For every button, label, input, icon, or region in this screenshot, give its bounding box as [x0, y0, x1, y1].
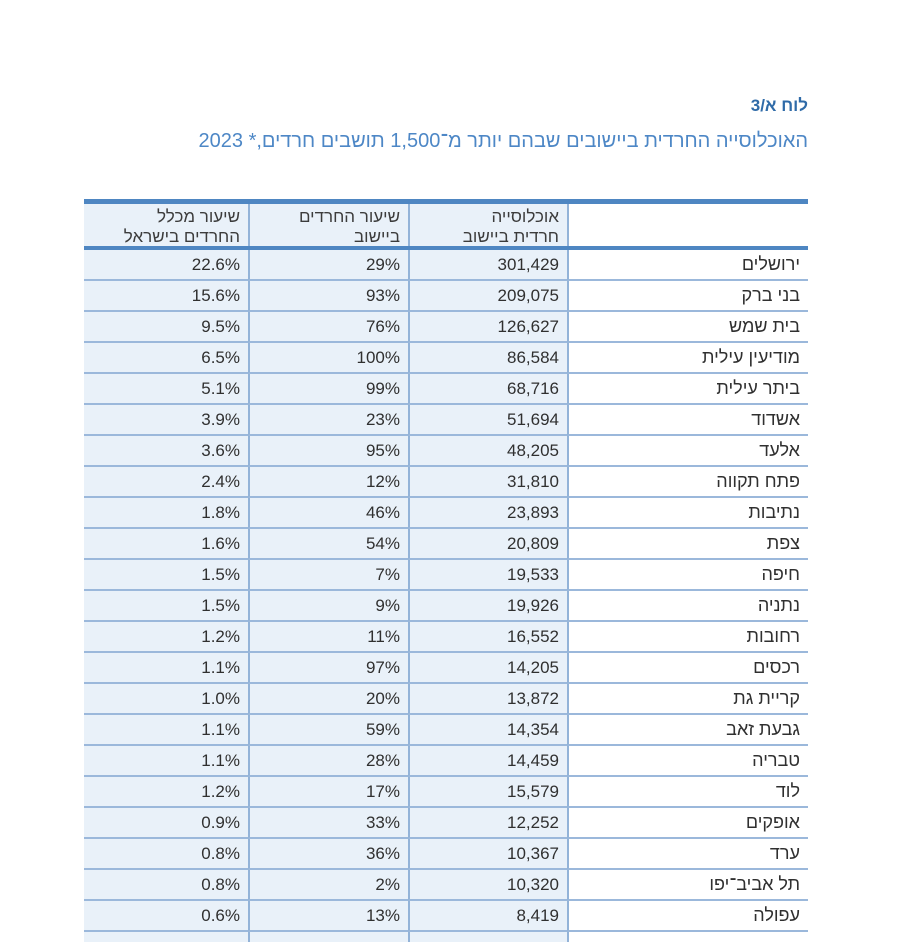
table-row — [84, 777, 808, 808]
table-row — [84, 250, 808, 281]
share-of-total-value: 1.5% — [84, 591, 248, 622]
haredi-population-value: 15,579 — [408, 777, 567, 808]
haredi-population-value: 51,694 — [408, 405, 567, 436]
share-in-city-value: 13% — [248, 901, 408, 932]
table-row — [84, 684, 808, 715]
haredi-population-value: 68,716 — [408, 374, 567, 405]
header-population — [408, 204, 567, 246]
share-of-total-value: 6.5% — [84, 343, 248, 374]
header-share-in-city — [248, 204, 408, 246]
population-cell-cutoff — [408, 932, 567, 942]
share-of-total-value: 1.1% — [84, 715, 248, 746]
share-in-city-value: 7% — [248, 560, 408, 591]
table-row — [84, 808, 808, 839]
table-row — [84, 622, 808, 653]
share-of-total-value: 1.6% — [84, 529, 248, 560]
haredi-population-value: 126,627 — [408, 312, 567, 343]
haredi-population-value: 20,809 — [408, 529, 567, 560]
table-header-row — [84, 204, 808, 246]
share-in-city-value: 11% — [248, 622, 408, 653]
share-of-total-value: 1.2% — [84, 622, 248, 653]
share-of-total-value: 1.1% — [84, 653, 248, 684]
city-name: פתח תקווה — [567, 467, 808, 498]
city-name: קריית גת — [567, 684, 808, 715]
city-name: טבריה — [567, 746, 808, 777]
haredi-population-value: 16,552 — [408, 622, 567, 653]
header-share-in-city-line1: שיעור החרדים — [298, 207, 400, 226]
haredi-population-value: 23,893 — [408, 498, 567, 529]
share-in-city-value: 46% — [248, 498, 408, 529]
city-name: רכסים — [567, 653, 808, 684]
haredi-population-value: 48,205 — [408, 436, 567, 467]
haredi-population-value: 10,367 — [408, 839, 567, 870]
share-in-city-value: 2% — [248, 870, 408, 901]
share-of-total-value: 9.5% — [84, 312, 248, 343]
table-row — [84, 498, 808, 529]
share-in-city-value: 23% — [248, 405, 408, 436]
haredi-population-value: 12,252 — [408, 808, 567, 839]
share-in-city-value: 29% — [248, 250, 408, 281]
share-in-city-value: 97% — [248, 653, 408, 684]
share-in-city-value: 59% — [248, 715, 408, 746]
city-name: אלעד — [567, 436, 808, 467]
share-of-total-value: 0.9% — [84, 808, 248, 839]
header-population-line1: אוכלוסייה — [491, 207, 559, 226]
share-in-city-value: 12% — [248, 467, 408, 498]
share-in-city-value: 33% — [248, 808, 408, 839]
city-name: בני ברק — [567, 281, 808, 312]
city-name: עפולה — [567, 901, 808, 932]
city-name: נתניה — [567, 591, 808, 622]
share-of-total-cell-cutoff — [84, 932, 248, 942]
table-title: האוכלוסייה החרדית ביישובים שבהם יותר מ־1,500 תושבים חרדים,* 2023 — [198, 130, 808, 152]
header-share-in-city-line2: ביישוב — [354, 227, 400, 246]
share-in-city-value: 17% — [248, 777, 408, 808]
table-row — [84, 591, 808, 622]
haredi-population-value: 14,205 — [408, 653, 567, 684]
table-row — [84, 436, 808, 467]
share-in-city-value: 36% — [248, 839, 408, 870]
haredi-population-value: 14,354 — [408, 715, 567, 746]
share-in-city-value: 93% — [248, 281, 408, 312]
haredi-population-value: 31,810 — [408, 467, 567, 498]
city-name: ירושלים — [567, 250, 808, 281]
share-of-total-value: 1.5% — [84, 560, 248, 591]
city-name: לוד — [567, 777, 808, 808]
share-of-total-value: 2.4% — [84, 467, 248, 498]
city-name-cell-cutoff — [567, 932, 808, 942]
share-of-total-value: 3.9% — [84, 405, 248, 436]
haredi-population-value: 209,075 — [408, 281, 567, 312]
haredi-population-table — [84, 199, 808, 942]
city-name: אשדוד — [567, 405, 808, 436]
table-row — [84, 839, 808, 870]
city-name: מודיעין עילית — [567, 343, 808, 374]
haredi-population-value: 10,320 — [408, 870, 567, 901]
haredi-population-value: 13,872 — [408, 684, 567, 715]
share-of-total-value: 3.6% — [84, 436, 248, 467]
city-name: ביתר עילית — [567, 374, 808, 405]
header-share-of-total-line2: החרדים בישראל — [123, 227, 240, 246]
share-of-total-value: 1.8% — [84, 498, 248, 529]
haredi-population-value: 86,584 — [408, 343, 567, 374]
share-of-total-value: 1.0% — [84, 684, 248, 715]
share-in-city-value: 54% — [248, 529, 408, 560]
share-of-total-value: 5.1% — [84, 374, 248, 405]
header-share-of-total-line1: שיעור מכלל — [156, 207, 240, 226]
table-row — [84, 653, 808, 684]
share-of-total-value: 0.8% — [84, 870, 248, 901]
table-row — [84, 715, 808, 746]
share-in-city-value: 76% — [248, 312, 408, 343]
city-name: בית שמש — [567, 312, 808, 343]
city-name: רחובות — [567, 622, 808, 653]
table-row — [84, 343, 808, 374]
table-row — [84, 405, 808, 436]
share-in-city-value: 99% — [248, 374, 408, 405]
table-row — [84, 870, 808, 901]
share-of-total-value: 1.2% — [84, 777, 248, 808]
table-row-cutoff — [84, 932, 808, 942]
share-in-city-value: 95% — [248, 436, 408, 467]
header-share-of-total — [84, 204, 248, 246]
table-row — [84, 746, 808, 777]
table-row — [84, 312, 808, 343]
city-name: חיפה — [567, 560, 808, 591]
share-of-total-value: 0.6% — [84, 901, 248, 932]
share-in-city-value: 9% — [248, 591, 408, 622]
city-name: אופקים — [567, 808, 808, 839]
share-of-total-value: 0.8% — [84, 839, 248, 870]
share-of-total-value: 15.6% — [84, 281, 248, 312]
share-of-total-value: 22.6% — [84, 250, 248, 281]
haredi-population-value: 19,533 — [408, 560, 567, 591]
city-name: נתיבות — [567, 498, 808, 529]
table-row — [84, 374, 808, 405]
haredi-population-value: 8,419 — [408, 901, 567, 932]
table-row — [84, 529, 808, 560]
header-city-empty — [567, 204, 808, 246]
share-of-total-value: 1.1% — [84, 746, 248, 777]
table-row — [84, 281, 808, 312]
table-body — [84, 250, 808, 932]
share-in-city-cell-cutoff — [248, 932, 408, 942]
city-name: גבעת זאב — [567, 715, 808, 746]
haredi-population-value: 14,459 — [408, 746, 567, 777]
city-name: צפת — [567, 529, 808, 560]
table-row — [84, 467, 808, 498]
share-in-city-value: 100% — [248, 343, 408, 374]
haredi-population-value: 19,926 — [408, 591, 567, 622]
haredi-population-value: 301,429 — [408, 250, 567, 281]
share-in-city-value: 28% — [248, 746, 408, 777]
city-name: ערד — [567, 839, 808, 870]
share-in-city-value: 20% — [248, 684, 408, 715]
table-number-heading: לוח א/3 — [750, 96, 808, 115]
table-row — [84, 901, 808, 932]
header-population-line2: חרדית ביישוב — [462, 227, 559, 246]
city-name: תל אביב־יפו — [567, 870, 808, 901]
table-row — [84, 560, 808, 591]
